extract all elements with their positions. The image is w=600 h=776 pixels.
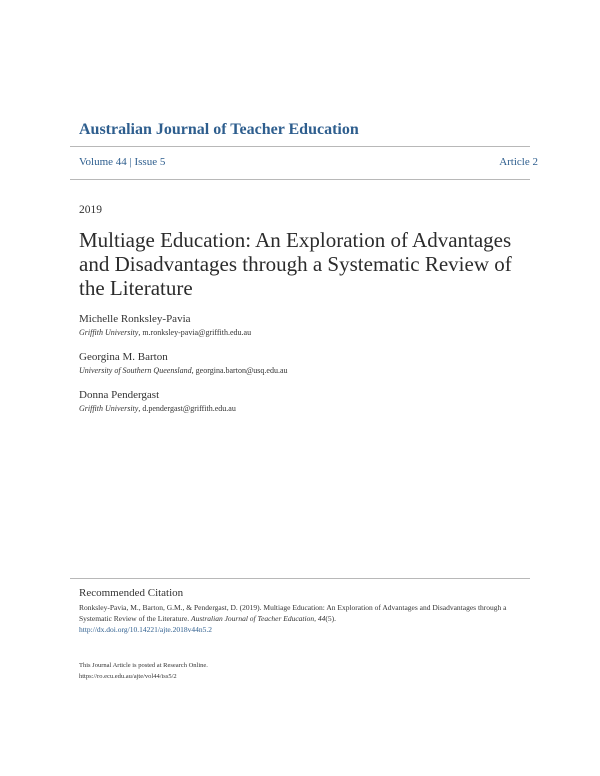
author-block (79, 313, 251, 337)
author-affiliation: University of Southern Queensland, georgina.barton@usq.edu.au (79, 366, 288, 375)
citation-heading: Recommended Citation (79, 587, 184, 599)
doi-link[interactable]: http://dx.doi.org/10.14221/ajte.2018v44n5.2 (79, 625, 212, 634)
author-name: Michelle Ronksley-Pavia (79, 313, 191, 325)
author-affiliation: Griffith University, d.pendergast@griffith.edu.au (79, 404, 236, 413)
author-email[interactable]: m.ronksley-pavia@griffith.edu.au (142, 328, 252, 337)
author-email[interactable]: d.pendergast@griffith.edu.au (142, 404, 236, 413)
journal-title[interactable]: Australian Journal of Teacher Education (79, 121, 359, 138)
citation-body: Ronksley-Pavia, M., Barton, G.M., & Pendergast, D. (2019). Multiage Education: An Exploration of Advantages and Disadvantages through a Systematic Review of the Literature. (79, 603, 507, 623)
volume-issue-separator: | (129, 156, 132, 168)
citation-divider (70, 578, 530, 579)
citation-issue: (5). (325, 614, 336, 623)
author-institution: Griffith University (79, 404, 139, 413)
footer-url[interactable]: https://ro.ecu.edu.au/ajte/vol44/iss5/2 (79, 673, 177, 680)
author-institution: Griffith University (79, 328, 139, 337)
paper-title: Multiage Education: An Exploration of Advantages and Disadvantages through a Systematic Review of the Literature (79, 228, 512, 300)
author-block (79, 389, 236, 413)
citation-journal: Australian Journal of Teacher Education, 44 (191, 614, 326, 623)
volume-issue (79, 156, 165, 168)
author-institution: University of Southern Queensland (79, 366, 192, 375)
article-number[interactable]: Article 2 (499, 156, 538, 168)
header-divider-bottom (70, 179, 530, 180)
author-name: Georgina M. Barton (79, 351, 168, 363)
footer-note (79, 660, 208, 682)
citation-text (79, 602, 529, 635)
publication-year: 2019 (79, 204, 102, 216)
header-divider-top (70, 146, 530, 147)
author-name: Donna Pendergast (79, 389, 160, 401)
author-block (79, 351, 288, 375)
author-email[interactable]: georgina.barton@usq.edu.au (195, 366, 288, 375)
footer-posted-text: This Journal Article is posted at Research Online. (79, 662, 208, 669)
issue-link[interactable]: Issue 5 (134, 156, 166, 168)
volume-link[interactable]: Volume 44 (79, 156, 127, 168)
author-affiliation: Griffith University, m.ronksley-pavia@griffith.edu.au (79, 328, 252, 337)
